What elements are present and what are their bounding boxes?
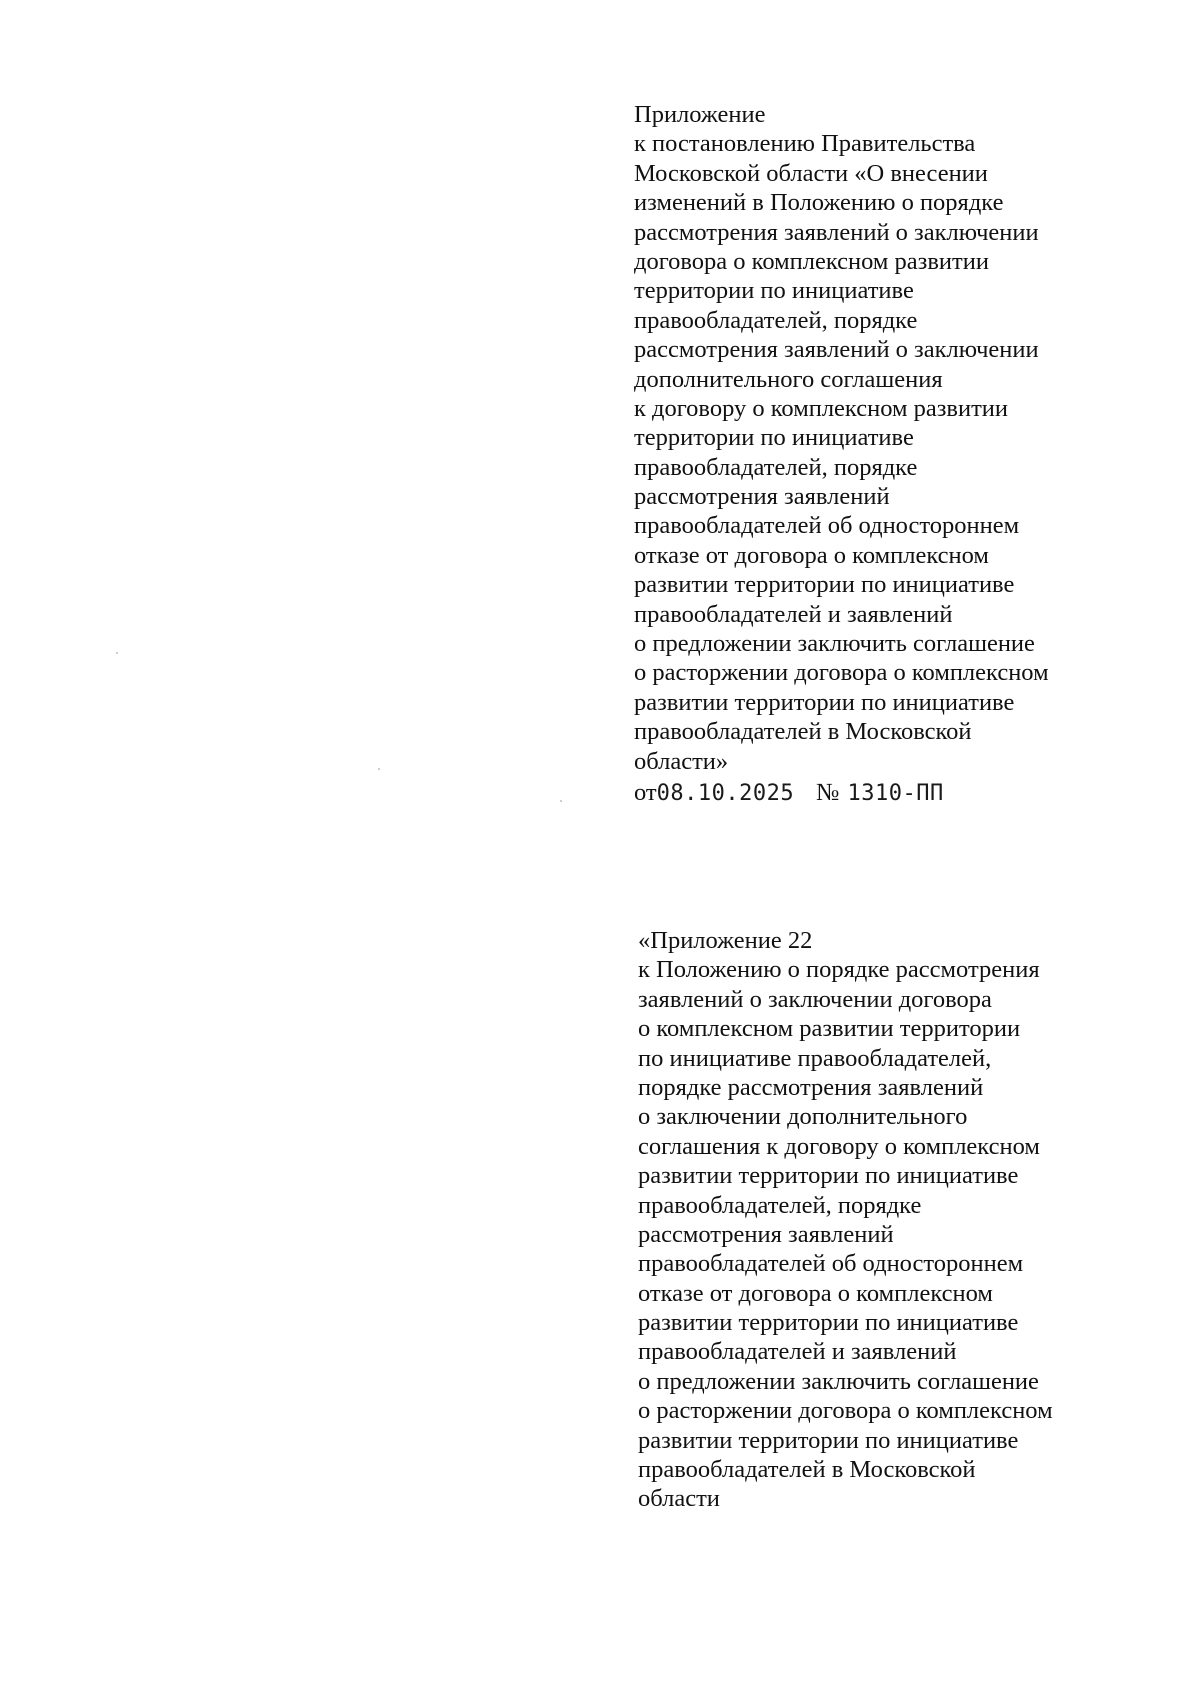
annex-line: области — [638, 1485, 720, 1513]
annex-line: по инициативе правообладателей, — [638, 1044, 992, 1072]
annex-line: порядке рассмотрения заявлений — [638, 1073, 984, 1101]
appendix-heading-block — [634, 100, 1049, 814]
annex-line: правообладателей, порядке — [638, 1191, 922, 1219]
appendix-line: рассмотрения заявлений — [634, 483, 890, 511]
appendix-line: правообладателей, порядке — [634, 306, 918, 334]
annex-22-heading-block — [638, 926, 1053, 1514]
appendix-line: правообладателей в Московской — [634, 718, 972, 746]
appendix-line: изменений в Положению о порядке — [634, 189, 1004, 217]
appendix-line: развитии территории по инициативе — [634, 688, 1015, 716]
appendix-line: правообладателей и заявлений — [634, 600, 953, 628]
scan-speck — [116, 652, 118, 654]
appendix-line: области» — [634, 747, 729, 775]
annex-line: о предложении заключить соглашение — [638, 1367, 1039, 1395]
resolution-date: 08.10.2025 — [656, 780, 795, 806]
resolution-number: 1310-ПП — [847, 780, 944, 806]
appendix-line: о предложении заключить соглашение — [634, 630, 1035, 658]
appendix-line: к постановлению Правительства — [634, 130, 976, 158]
annex-line: рассмотрения заявлений — [638, 1220, 894, 1248]
annex-line: о расторжении договора о комплексном — [638, 1397, 1053, 1425]
appendix-line: Московской области «О внесении — [634, 159, 988, 187]
appendix-line: о расторжении договора о комплексном — [634, 659, 1049, 687]
annex-line: «Приложение 22 — [638, 927, 813, 954]
number-sign: № — [816, 778, 840, 806]
annex-line: правообладателей об одностороннем — [638, 1250, 1024, 1278]
appendix-line: рассмотрения заявлений о заключении — [634, 336, 1039, 364]
annex-line: соглашения к договору о комплексном — [638, 1132, 1040, 1160]
scan-speck — [378, 768, 380, 770]
appendix-line: правообладателей, порядке — [634, 453, 918, 481]
appendix-line: территории по инициативе — [634, 424, 914, 452]
appendix-line: дополнительного соглашения — [634, 365, 943, 393]
appendix-line: к договору о комплексном развитии — [634, 394, 1009, 422]
annex-line: о комплексном развитии территории — [638, 1015, 1021, 1043]
appendix-line: договора о комплексном развитии — [634, 247, 989, 275]
annex-line: развитии территории по инициативе — [638, 1162, 1019, 1190]
appendix-line: рассмотрения заявлений о заключении — [634, 218, 1039, 246]
annex-line: правообладателей в Московской — [638, 1456, 976, 1484]
date-prefix: от — [634, 778, 657, 806]
annex-line: заявлений о заключении договора — [638, 985, 992, 1013]
annex-line: развитии территории по инициативе — [638, 1309, 1019, 1337]
resolution-date-number — [634, 778, 1049, 814]
appendix-line: территории по инициативе — [634, 277, 914, 305]
appendix-line: правообладателей об одностороннем — [634, 512, 1020, 540]
appendix-line: отказе от договора о комплексном — [634, 541, 989, 569]
scan-speck — [560, 800, 562, 802]
annex-line: к Положению о порядке рассмотрения — [638, 956, 1040, 984]
annex-line: о заключении дополнительного — [638, 1103, 968, 1131]
annex-line: отказе от договора о комплексном — [638, 1279, 993, 1307]
annex-line: правообладателей и заявлений — [638, 1338, 957, 1366]
appendix-line: развитии территории по инициативе — [634, 571, 1015, 599]
appendix-line: Приложение — [634, 101, 766, 128]
annex-line: развитии территории по инициативе — [638, 1426, 1019, 1454]
